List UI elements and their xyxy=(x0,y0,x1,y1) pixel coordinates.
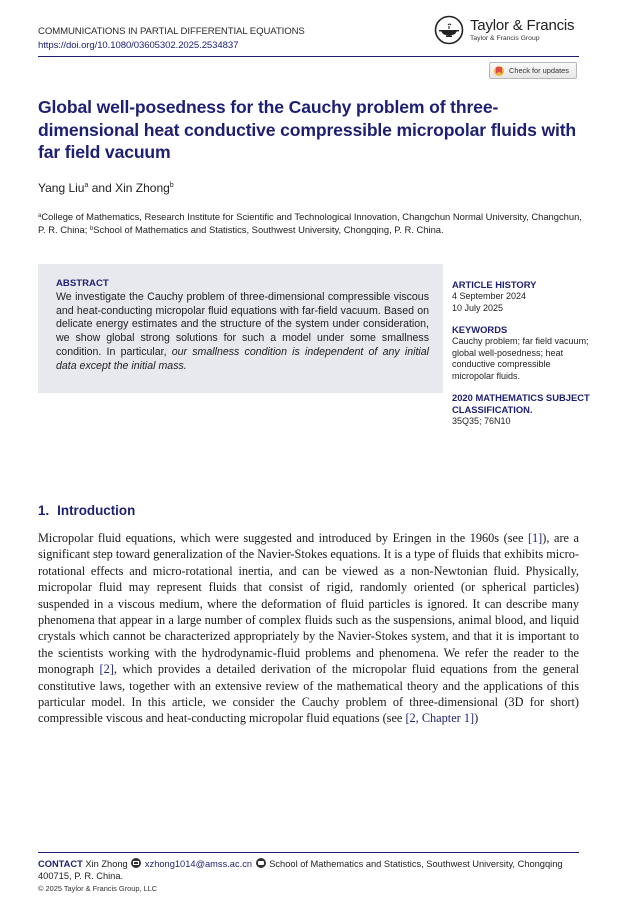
citation-link[interactable]: [2] xyxy=(99,662,114,677)
footer-divider xyxy=(38,852,579,853)
header-divider xyxy=(38,56,579,57)
intro-paragraph xyxy=(38,530,579,727)
section-number: 1. xyxy=(38,503,50,518)
abstract-text-italic: our smallness condition is independent of any initial data except the initial mass. xyxy=(56,345,429,372)
contact-footnote xyxy=(38,858,583,883)
abstract-text-regular: We investigate the Cauchy problem of three-dimensional compressible viscous and heat-conducting micropolar fluid equations with far-field vacuum. Based on delicate energy estimates and the structure of the system under consideration, we show global strong solutions for such a model under some smallness condition. In particular, xyxy=(56,291,429,358)
keywords-text: Cauchy problem; far field vacuum; global well-posedness; heat conductive compressible micropolar fluids. xyxy=(452,336,589,381)
publisher-brand: Taylor & Francis xyxy=(470,16,575,34)
lamp-emblem-icon xyxy=(434,15,464,45)
citation-link[interactable]: [1] xyxy=(527,531,543,545)
intro-text: Micropolar fluid equations, which were suggested and introduced by Eringen in the 1960s (see xyxy=(38,531,528,545)
copyright-notice: © 2025 Taylor & Francis Group, LLC xyxy=(38,884,158,893)
citation-link[interactable]: [2, Chapter 1] xyxy=(405,711,475,726)
section-heading xyxy=(38,503,135,518)
abstract-text xyxy=(56,291,429,373)
address-icon xyxy=(256,858,266,868)
abstract-heading: ABSTRACT xyxy=(56,278,109,289)
history-date-received: 4 September 2024 xyxy=(452,291,527,301)
msc-classification xyxy=(452,392,592,428)
msc-heading: 2020 MATHEMATICS SUBJECT CLASSIFICATION. xyxy=(452,392,590,415)
doi-link[interactable]: https://doi.org/10.1080/03605302.2025.2534837 xyxy=(38,40,239,51)
author-name[interactable]: Yang Liu xyxy=(38,181,85,195)
affiliation-mark: b xyxy=(169,182,174,189)
msc-codes: 35Q35; 76N10 xyxy=(452,416,511,426)
abstract-box xyxy=(38,264,443,393)
contact-name: Xin Zhong xyxy=(82,859,131,869)
affiliation-text: College of Mathematics, Research Institute for Scientific and Technological Innovation, Changchun Normal University, Changchun, P. R. China; xyxy=(38,211,582,235)
affiliation-mark: a xyxy=(84,182,89,189)
contact-heading: CONTACT xyxy=(38,859,83,869)
intro-text: , which provides a detailed derivation of the micropolar fluid equations from the general constitutive laws, together with an extensive review of the mathematical theory and the applications of this particular model. In this article, we consider the Cauchy problem of three-dimensional (3D for short) compressible viscous and heat-conducting micropolar fluid equations (see xyxy=(38,662,579,726)
check-for-updates-button[interactable] xyxy=(489,62,577,79)
publisher-logo[interactable] xyxy=(434,15,574,45)
article-metadata-sidebar xyxy=(452,279,592,438)
contact-address: School of Mathematics and Statistics, Southwest University, Chongqing 400715, P. R. China. xyxy=(38,859,563,882)
contact-email-link[interactable]: xzhong1014@amss.ac.cn xyxy=(144,859,253,869)
section-title: Introduction xyxy=(57,503,136,518)
affiliation-mark: b xyxy=(89,226,94,232)
affiliation-mark: a xyxy=(38,213,42,219)
keywords xyxy=(452,324,592,382)
author-name[interactable]: Xin Zhong xyxy=(115,181,170,195)
affiliation-text: School of Mathematics and Statistics, Southwest University, Chongqing, P. R. China. xyxy=(93,224,444,235)
check-for-updates-label: Check for updates xyxy=(509,66,569,75)
journal-header xyxy=(38,25,305,53)
author-list xyxy=(38,181,174,195)
journal-name: COMMUNICATIONS IN PARTIAL DIFFERENTIAL EQUATIONS xyxy=(38,26,305,37)
intro-text: ), are a significant step toward generalization of the Navier-Stokes equations. It is a type of fluids that exhibits micro-rotational effects and micro-rotational inertia, and can be viewed as a non-Newtonian fluid. Physically, micropolar fluid may represent fluids that consist of rigid, randomly oriented (or spherical particles) suspended in a viscous medium, where the deformation of fluid particles is ignored. It can describe many phenomena that appear in a large number of complex fluids such as the suspensions, animal blood, and liquid crystals which cannot be characterized appropriately by the Navier-Stokes system, and that it is important to the scientists working with the hydrodynamic-fluid problems and phenomena. We refer the reader to the monograph xyxy=(38,531,580,677)
crossmark-icon xyxy=(494,66,504,76)
affiliations xyxy=(38,210,583,236)
article-history xyxy=(452,279,592,314)
intro-text: ) xyxy=(474,711,479,726)
author-joiner: and xyxy=(88,181,116,195)
publisher-group: Taylor & Francis Group xyxy=(470,34,540,42)
history-date-accepted: 10 July 2025 xyxy=(452,302,504,313)
article-title: Global well-posedness for the Cauchy problem of three-dimensional heat conductive compressible micropolar fluids with far field vacuum xyxy=(38,97,577,162)
article-history-heading: ARTICLE HISTORY xyxy=(452,279,537,290)
keywords-heading: KEYWORDS xyxy=(452,324,508,335)
email-icon xyxy=(131,858,141,868)
